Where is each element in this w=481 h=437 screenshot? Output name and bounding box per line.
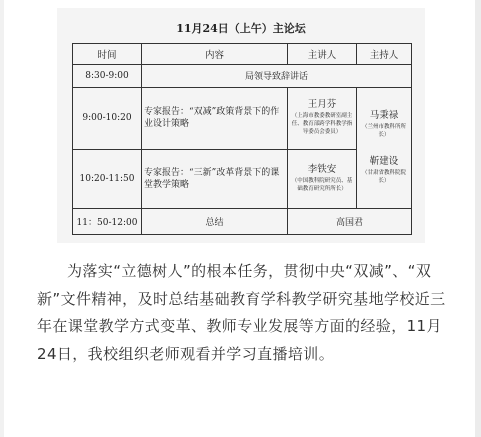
table-header-row	[73, 44, 412, 65]
article-paragraph: 为落实“立德树人”的根本任务，贯彻中央“双减”、“双新”文件精神，及时总结基础教育学科教学研究基地学校近三年在课堂教学方式变革、教师专业发展等方面的经验，11月24日，我校组织老师观看并学习直播培训。	[37, 262, 446, 363]
header-host: 主持人	[357, 44, 412, 65]
row3-speaker-name: 李铁安	[307, 163, 337, 175]
row3-content: 专家报告：“三新”改革背景下的课堂教学策略	[142, 149, 288, 208]
table-row	[73, 87, 412, 149]
row2-speaker-name: 王月芬	[307, 99, 337, 111]
row2-host	[357, 87, 412, 208]
scrollbar[interactable]	[475, 0, 481, 437]
page-left-edge	[0, 0, 4, 437]
header-time: 时间	[73, 44, 142, 65]
table-row	[73, 64, 412, 87]
table-row	[73, 209, 412, 235]
schedule-title: 11月24日（上午）主论坛	[176, 22, 306, 35]
row3-speaker-note: （中国教科院研究员、基础教育研究所所长）	[291, 177, 353, 192]
header-content: 内容	[142, 44, 288, 65]
row2-host-name: 马秉禄	[369, 109, 399, 121]
schedule-table	[72, 43, 412, 235]
row2-time: 9:00-10:20	[73, 87, 142, 149]
row4-time: 11：50-12:00	[73, 209, 142, 235]
row2-host-note: （兰州市教科所所长）	[361, 123, 406, 138]
row3-host-note: （甘肃省教科院院长）	[361, 169, 406, 184]
row3-time: 10:20-11:50	[73, 149, 142, 208]
row4-speaker: 高国君	[288, 209, 412, 235]
row1-content: 局领导致辞讲话	[142, 64, 412, 87]
row4-content: 总结	[142, 209, 288, 235]
row3-host-name: 靳建设	[369, 155, 399, 167]
row2-speaker	[288, 87, 357, 149]
row3-speaker	[288, 149, 357, 208]
row2-content: 专家报告：“双减”政策背景下的作业设计策略	[142, 87, 288, 149]
header-speaker: 主讲人	[288, 44, 357, 65]
row1-time: 8:30-9:00	[73, 64, 142, 87]
schedule-photo	[57, 8, 425, 243]
row2-speaker-note: （上海市教委教研室副主任、教育部跨学科教学指导委员会委员）	[291, 113, 353, 136]
